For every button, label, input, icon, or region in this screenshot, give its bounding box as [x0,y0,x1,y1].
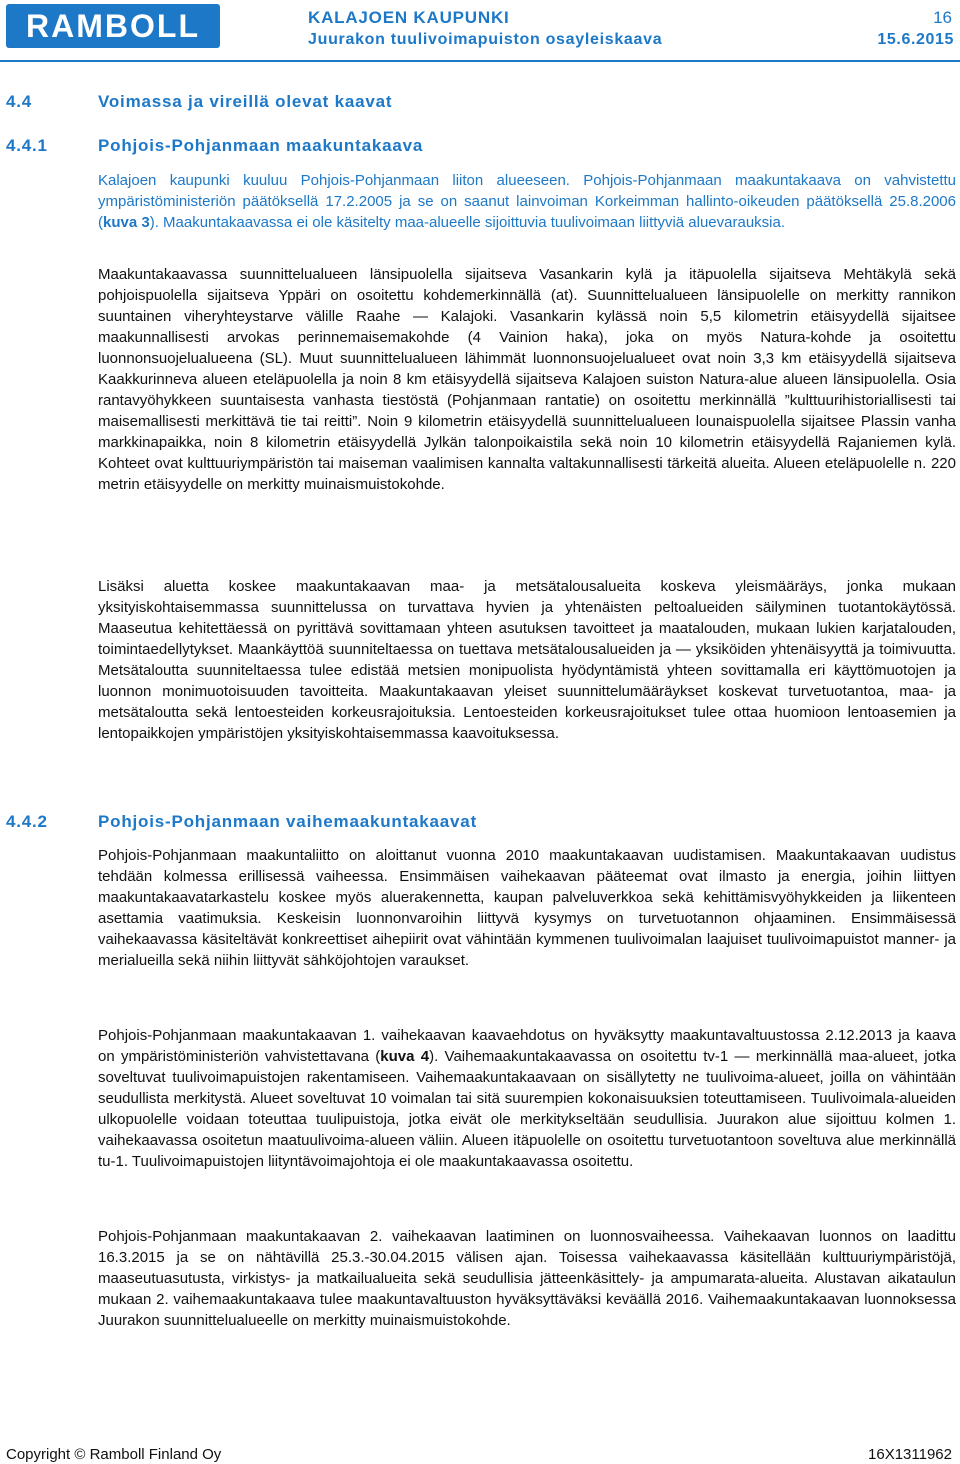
figure-reference: kuva 3 [103,214,150,231]
header-title: KALAJOEN KAUPUNKI [308,8,510,27]
header-divider [0,60,960,62]
section-number: 4.4.1 [6,136,48,155]
section-title: Voimassa ja vireillä olevat kaavat [98,92,393,111]
page-footer [0,1440,960,1464]
section-title: Pohjois-Pohjanmaan maakuntakaava [98,136,424,155]
figure-reference: kuva 4 [380,1048,430,1065]
paragraph-phase-1-plan: Pohjois-Pohjanmaan maakuntakaavan 1. vaihekaavan kaavaehdotus on hyväksytty maakuntavaltuustossa 2.12.2013 ja kaava on ympäristöministeriön vahvistettavana (kuva 4). Vaihemaakuntakaavassa on osoitettu tv-1 — merkinnällä maa-alueet, jotka soveltuvat tuulivoimapuistojen rakentamiseen. Vaihemaakuntakaavaan on sisällytetty ne tuulivoima-alueet, joilla on vähintään seudullista merkitystä. Alueet soveltuvat 10 voimalan tai sitä suurempien kokonaisuuksien toteuttamiseen. Tuulivoimala-alueiden ulkopuolelle voidaan toteuttaa tuulipuistoja, jotka eivät ole merkitykseltään seudullisia. Juurakon alue sijoittuu kolmen 1. vaihekaavassa osoitetun maatuulivoima-alueen väliin. Alueen itäpuolelle on osoitettu turvetuotantoon soveltuva alue merkinnällä tu-1. Tuulivoimapuistojen liityntävoimajohtoja ei ole maakuntakaavassa osoitettu. [98,1027,956,1170]
page-header [0,0,960,60]
paragraph-regional-plan-details: Maakuntakaavassa suunnittelualueen länsipuolella sijaitseva Vasankarin kylä ja itäpuolella sijaitseva Mehtäkylä sekä pohjoispuolella sijaitseva Yppäri on osoitettu kohdemerkinnällä (at). Suunnittelualueen länsipuolelle on merkitty rannikon suuntainen viheryhteystarve välille Raahe — Kalajoki. Vasankarin kylässä noin 5,5 kilometrin etäisyydellä sijaitsee maakunnallisesti arvokas perinnemaisemakohde (4 Vainion haka), joka on myös Natura-kohde ja osoitettu luonnonsuojelualueena (SL). Muut suunnittelualueen lähimmät luonnonsuojelualueet ovat noin 3,3 km etäisyydellä sijaitseva Kaakkurinneva alueen eteläpuolella ja noin 8 km etäisyydellä sijaitseva Kalajoen suiston Natura-alue alueen länsipuolella. Osia rantavyöhykkeen suuntaisesta vanhasta tiestöstä (Pohjanmaan rantatie) on osoitettu merkinnällä ”kulttuurihistoriallisesti tai maisemallisesti merkittävä tie tai reitti”. Noin 9 kilometrin etäisyydellä suunnittelualueen lounaispuolella sijaitsee Plassin vanha markkinapaikka, noin 8 kilometrin etäisyydellä Jylkän talonpoikaistila sekä noin 10 kilometrin etäisyydellä Rajaniemen kylä. Kohteet ovat kulttuuriympäristön tai maiseman vaalimisen kannalta valtakunnallisesti tärkeitä alueita. Alueen eteläpuolelle n. 220 metrin etäisyydelle on merkitty muinaismuistokohde. [98,266,956,493]
section-title: Pohjois-Pohjanmaan vaihemaakuntakaavat [98,812,478,831]
page-number: 16 [933,8,952,27]
ramboll-logo: RAMBOLL [6,4,220,48]
copyright-text: Copyright © Ramboll Finland Oy [6,1446,222,1463]
paragraph-general-regulations: Lisäksi aluetta koskee maakuntakaavan maa- ja metsätalousalueita koskeva yleismääräys, jonka mukaan yksityiskohtaisemmassa suunnittelussa on turvattava hyvien ja yhtenäisten peltoalueiden säilyminen tuotantokäytössä. Maaseutua kehitettäessä on pyrittävä sovittamaan yhteen asutuksen tavoitteet ja maatalouden, mukaan lukien karjatalouden, toimintaedellytykset. Maankäyttöä suunniteltaessa on tuettava metsätalousalueiden ja — yksiköiden yhtenäisyyttä ja toimivuutta. Metsätaloutta suunniteltaessa tulee edistää metsien monipuolista hyödyntämistä yhteen sovittamalla eri käyttömuotojen ja luonnon monimuotoisuuden tavoitteita. Maakuntakaavan yleiset suunnittelumääräykset koskevat turvetuotantoa, maa- ja metsätaloutta sekä lentoesteiden korkeusrajoituksia. Lentoesteiden korkeusrajoitukset tulee ottaa huomioon lentoasemien ja lentopaikkojen ympäristöjen yksityiskohtaisemmassa kaavoituksessa. [98,578,956,742]
paragraph-phase-2-plan: Pohjois-Pohjanmaan maakuntakaavan 2. vaihekaavan laatiminen on luonnosvaiheessa. Vaihekaavan luonnos on laadittu 16.3.2015 ja se on nähtävillä 25.3.-30.04.2015 välisen ajan. Toisessa vaihekaavassa käsitellään kulttuuriympäristöjä, maaseutuasutusta, virkistys- ja matkailualueita sekä seudullisia jätteenkäsittely- ja ampumarata-alueita. Alustavan aikataulun mukaan 2. vaihemaakuntakaava tulee maakuntavaltuuston hyväksyttäväksi keväällä 2016. Vaihemaakuntakaavan luonnoksessa Juurakon suunnittelualueelle on merkitty muinaismuistokohde. [98,1228,956,1329]
section-number: 4.4 [6,92,33,111]
header-date: 15.6.2015 [877,31,954,48]
paragraph-regional-plan-intro: Kalajoen kaupunki kuuluu Pohjois-Pohjanmaan liiton alueeseen. Pohjois-Pohjanmaan maakuntakaava on vahvistettu ympäristöministeriön päätöksellä 17.2.2005 ja se on saanut lainvoiman Korkeimman hallinto-oikeuden päätöksellä 25.8.2006 (kuva 3). Maakuntakaavassa ei ole käsitelty maa-alueelle sijoittuvia tuulivoimaan liittyviä aluevarauksia. [98,172,956,231]
paragraph-phase-plan-intro: Pohjois-Pohjanmaan maakuntaliitto on aloittanut vuonna 2010 maakuntakaavan uudistamisen. Maakuntakaavan uudistus tehdään kolmessa erillisessä vaiheessa. Ensimmäisen vaihekaavan pääteemat ovat ilmasto ja energia, joihin liittyen maakuntakaavatarkastelu koskee myös aluerakennetta, kaupan palveluverkkoa sekä kehittämisvyöhykkeiden ja liikenteen asettamia vaatimuksia. Keskeisin luonnonvaroihin liittyvä kysymys on turvetuotannon ohjaaminen. Ensimmäisessä vaihekaavassa käsiteltävät konkreettiset aihepiirit ovat vähintään kymmenen tuulivoimalan laajuiset tuulivoimapuistot manner- ja merialueilla sekä niihin liittyvät sähköjohtojen varaukset. [98,847,956,969]
section-number: 4.4.2 [6,812,48,831]
document-id: 16X1311962 [868,1446,952,1463]
header-subtitle: Juurakon tuulivoimapuiston osayleiskaava [308,31,663,48]
